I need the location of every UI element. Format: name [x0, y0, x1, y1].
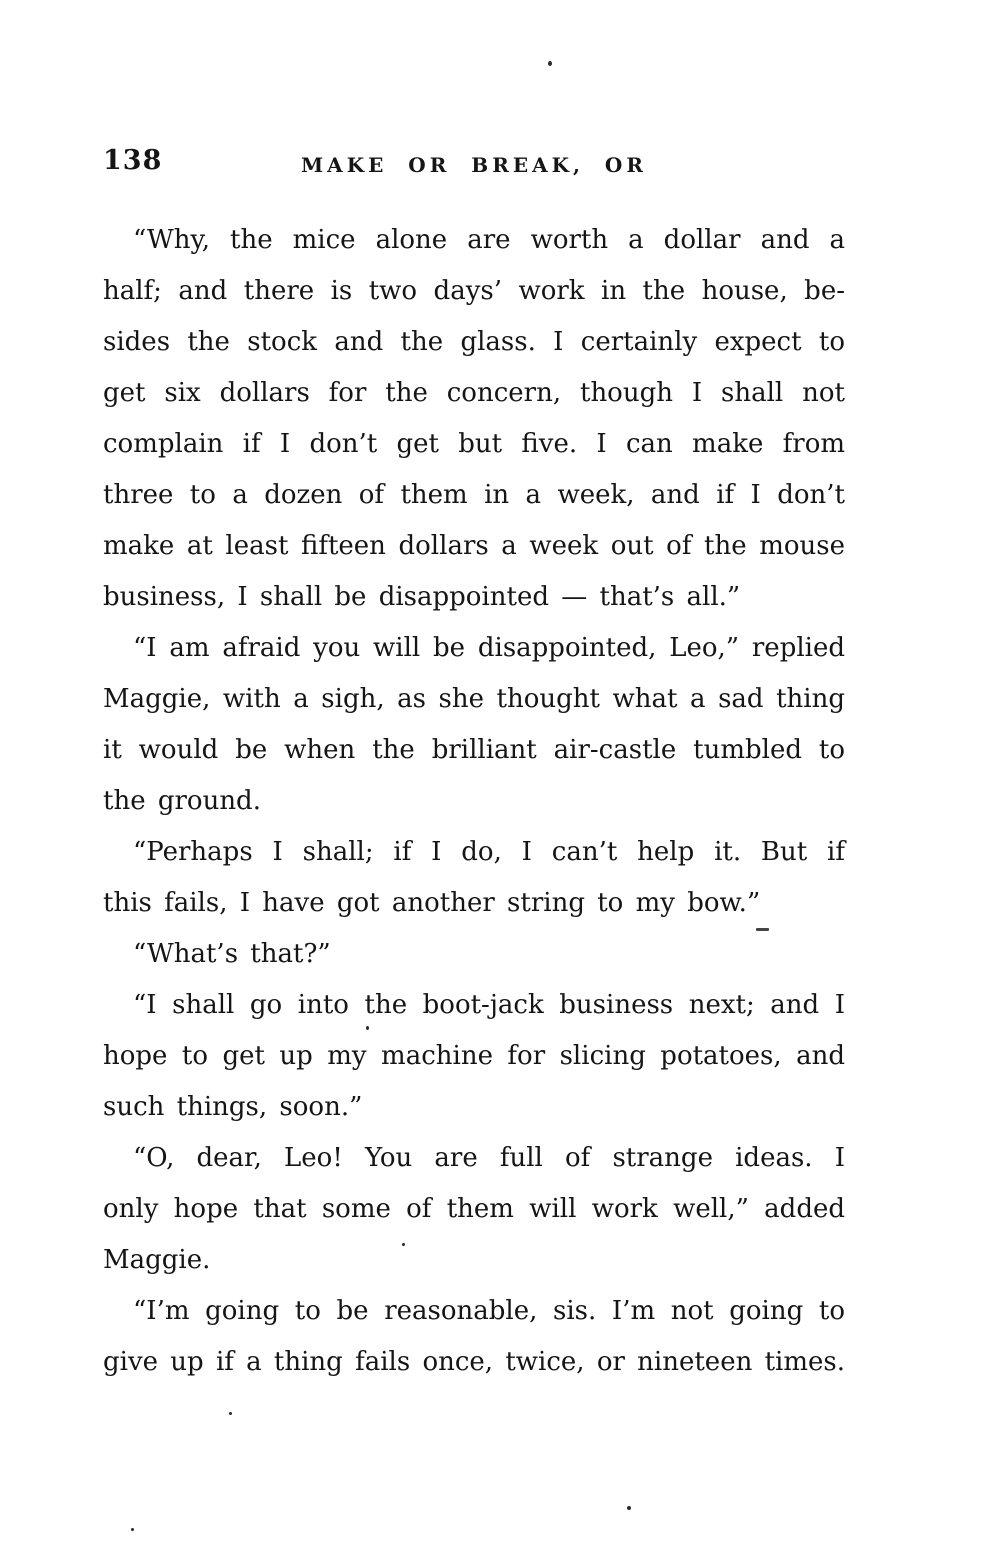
text-line: “Why, the mice alone are worth a dollar and a [133, 225, 845, 255]
text-line: “I shall go into the boot-jack business next; and I [133, 990, 845, 1020]
scan-speck [402, 1243, 405, 1246]
scan-speck [627, 1506, 631, 1510]
text-line: the ground. [103, 786, 261, 816]
scan-speck [229, 1412, 232, 1415]
text-line: half; and there is two days’ work in the house, be- [103, 276, 845, 306]
text-line: complain if I don’t get but five. I can make from [103, 429, 845, 459]
text-line: “Perhaps I shall; if I do, I can’t help it. But if [133, 837, 845, 867]
page-header [103, 146, 845, 178]
scan-speck [548, 61, 552, 66]
body-text [103, 215, 845, 1388]
text-line: only hope that some of them will work well,” added [103, 1194, 845, 1224]
scan-speck [131, 1528, 134, 1531]
text-line: get six dollars for the concern, though I shall not [103, 378, 845, 408]
text-line: this fails, I have got another string to my bow.” [103, 888, 761, 918]
text-line: business, I shall be disappointed — that’s all.” [103, 582, 741, 612]
text-line: “I’m going to be reasonable, sis. I’m not going to [133, 1296, 845, 1326]
page-number: 138 [103, 145, 163, 176]
text-line: make at least fifteen dollars a week out of the mouse [103, 531, 845, 561]
text-line: “What’s that?” [133, 939, 331, 969]
scan-speck [366, 1026, 369, 1030]
text-line: it would be when the brilliant air-castle tumbled to [103, 735, 845, 765]
text-line: Maggie, with a sigh, as she thought what a sad thing [103, 684, 845, 714]
text-line: such things, soon.” [103, 1092, 363, 1122]
scan-speck [756, 928, 769, 931]
text-line: “O, dear, Leo! You are full of strange ideas. I [133, 1143, 845, 1173]
text-line: Maggie. [103, 1245, 211, 1275]
text-line: hope to get up my machine for slicing potatoes, and [103, 1041, 845, 1071]
text-line: give up if a thing fails once, twice, or nineteen times. [103, 1347, 845, 1377]
text-line: “I am afraid you will be disappointed, Leo,” replied [133, 633, 845, 663]
running-header: MAKE OR BREAK, OR [301, 153, 647, 177]
text-line: three to a dozen of them in a week, and if I don’t [103, 480, 845, 510]
text-line: sides the stock and the glass. I certainly expect to [103, 327, 845, 357]
